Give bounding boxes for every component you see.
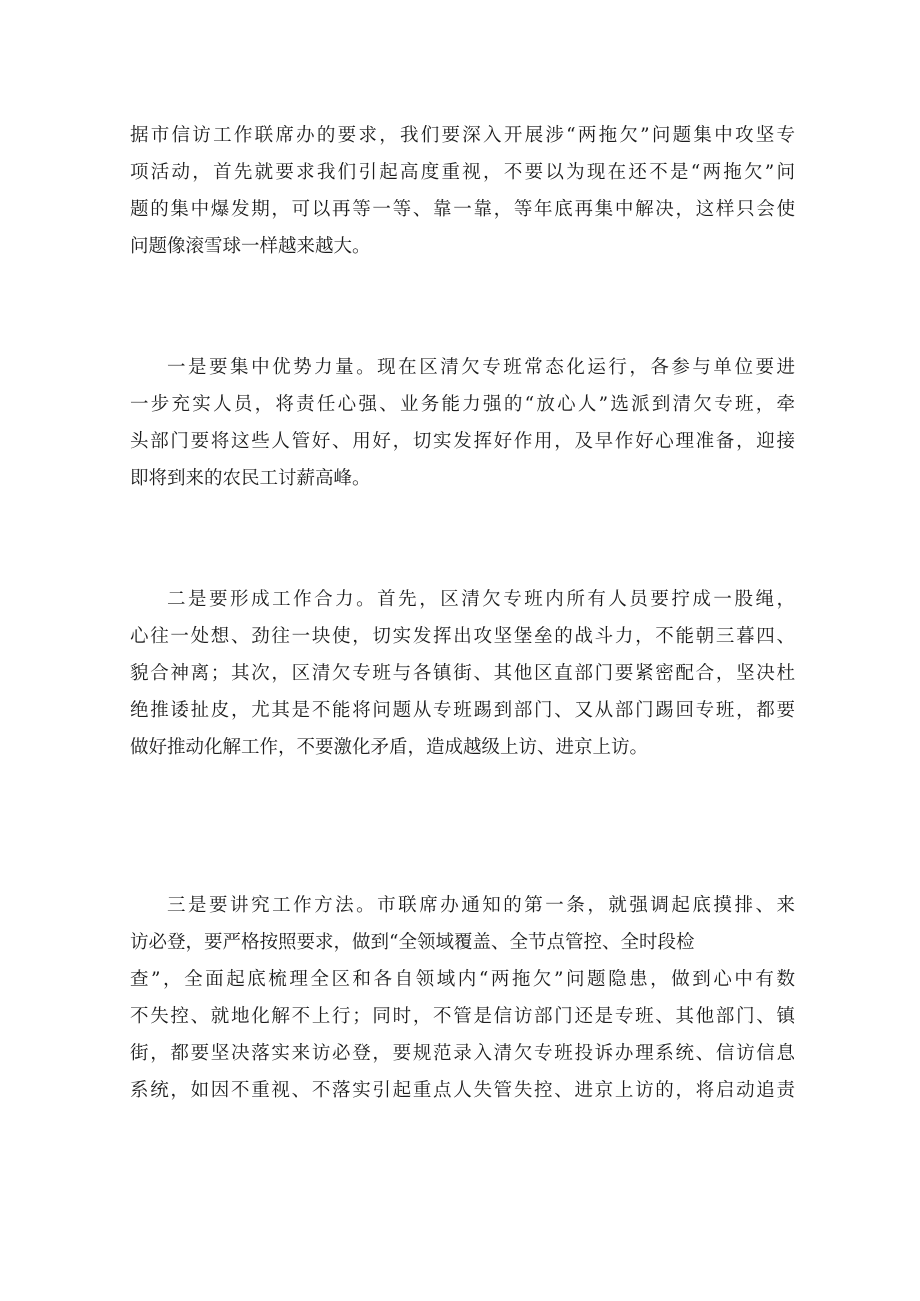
paragraph-point-two bbox=[130, 581, 795, 766]
text-line: 查”，全面起底梳理全区和各自领域内“两拖欠”问题隐患，做到心中有数 bbox=[130, 969, 795, 990]
text-line: 不失控、就地化解不上行；同时，不管是信访部门还是专班、其他部门、镇 bbox=[130, 1006, 795, 1027]
text-line: 做好推动化解工作，不要激化矛盾，造成越级上访、进京上访。 bbox=[130, 737, 649, 758]
paragraph-point-three bbox=[130, 887, 795, 1109]
text-line: 三是要讲究工作方法。市联席办通知的第一条，就强调起底摸排、来 bbox=[167, 895, 795, 916]
text-line: 头部门要将这些人管好、用好，切实发挥好作用，及早作好心理准备，迎接 bbox=[130, 431, 795, 452]
text-line: 街，都要坚决落实来访必登，要规范录入清欠专班投诉办理系统、信访信息 bbox=[130, 1043, 795, 1064]
paragraph-intro bbox=[130, 117, 795, 265]
text-line: 项活动，首先就要求我们引起高度重视，不要以为现在还不是“两拖欠”问 bbox=[130, 162, 795, 183]
text-line: 题的集中爆发期，可以再等一等、靠一靠，等年底再集中解决，这样只会使 bbox=[130, 199, 795, 220]
text-line: 访必登，要严格按照要求，做到“全领域覆盖、全节点管控、全时段检 bbox=[130, 932, 695, 953]
text-line: 貌合神离；其次，区清欠专班与各镇街、其他区直部门要紧密配合，坚决杜 bbox=[130, 663, 795, 684]
text-line: 即将到来的农民工讨薪高峰。 bbox=[130, 468, 371, 489]
text-line: 绝推诿扯皮，尤其是不能将问题从专班踢到部门、又从部门踢回专班，都要 bbox=[130, 700, 795, 721]
text-line: 系统，如因不重视、不落实引起重点人失管失控、进京上访的，将启动追责 bbox=[130, 1080, 795, 1101]
text-line: 二是要形成工作合力。首先，区清欠专班内所有人员要拧成一股绳， bbox=[167, 589, 795, 610]
text-line: 据市信访工作联席办的要求，我们要深入开展涉“两拖欠”问题集中攻坚专 bbox=[130, 125, 795, 146]
text-line: 问题像滚雪球一样越来越大。 bbox=[130, 236, 371, 257]
paragraph-point-one bbox=[130, 349, 795, 497]
text-line: 一步充实人员，将责任心强、业务能力强的“放心人”选派到清欠专班，牵 bbox=[130, 394, 795, 415]
text-line: 心往一处想、劲往一块使，切实发挥出攻坚堡垒的战斗力，不能朝三暮四、 bbox=[130, 626, 795, 647]
text-line: 一是要集中优势力量。现在区清欠专班常态化运行，各参与单位要进 bbox=[167, 357, 795, 378]
